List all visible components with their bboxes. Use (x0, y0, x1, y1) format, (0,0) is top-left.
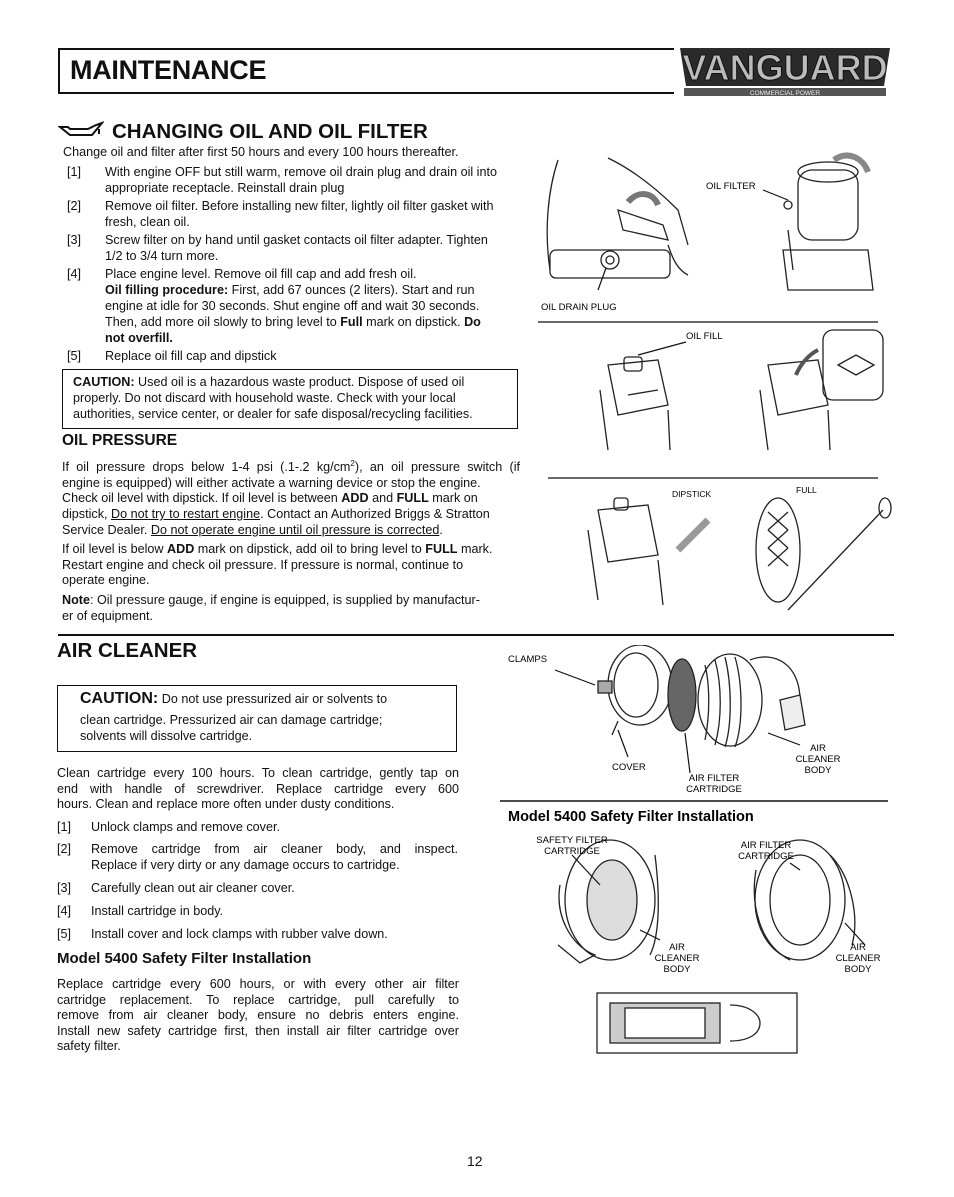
air-cleaner-body-label-3: AIR CLEANER BODY (835, 942, 881, 975)
oil-pressure-text: If oil pressure drops below 1-4 psi (.1-.2 $kg/cm^2$), an oil pressure switch (if engine is equipped) will either activate a warning device or stop the engine. Check oil level with dipstick. If oil level is between ADD and FULL mark on dipstick, Do not try to restart engine. Contact an Authorized Briggs & Stratton Service Dealer. Do not operate engine until oil pressure is corrected. If oil level is below ADD mark on dipstick, add oil to bring level to FULL mark. Restart engine and check oil pressure. If pressure is normal, continue to operate engine. Note: Oil pressure gauge, if engine is equipped, is supplied by manufactur- er of equipment. (62, 459, 520, 623)
air-cleaner-body-label-2: AIR CLEANER BODY (654, 942, 700, 975)
section-divider (58, 634, 894, 636)
oil-steps: [1] With engine OFF but still warm, remove oil drain plug and drain oil into appropriate receptacle. Reinstall drain plug [2] Remove oil filter. Before installing new filter, lightly oil filter gasket with fresh, clean oil. [3] Screw filter on by hand until gasket contacts oil filter adapter. Tighten 1/2 to 3/4 turn more. [4] Place engine level. Remove oil fill cap and add fresh oil. Oil filling procedure: First, add 67 ounces (2 liters). Start and run engine at idle for 30 seconds. Shut engine off and wait 30 seconds. Then, add more oil slowly to bring level to Full mark on dipstick. Do not overfill. [5] Replace oil fill cap and dipstick (67, 165, 497, 363)
page-title: MAINTENANCE (70, 55, 267, 85)
clamps-label: CLAMPS (508, 654, 548, 665)
oil-section-title: CHANGING OIL AND OIL FILTER (112, 120, 428, 143)
air-cleaner-figures (500, 645, 894, 1060)
oil-intro: Change oil and filter after first 50 hours and every 100 hours thereafter. (63, 145, 459, 159)
model-5400-text: Replace cartridge every 600 hours, or with every other air filter cartridge replacement. To replace cartridge, pull carefully to remove from air cleaner body, ensure no debris enters engine. Install new safety cartridge first, then install air filter cartridge over safety filter. (57, 977, 459, 1054)
full-label: FULL (796, 485, 817, 495)
svg-text:VANGUARD: VANGUARD (682, 47, 888, 88)
air-filter-cartridge-label-2: AIR FILTER CARTRIDGE (738, 840, 794, 862)
cover-label: COVER (612, 762, 646, 773)
oil-drain-plug-label: OIL DRAIN PLUG (541, 302, 617, 313)
svg-text:COMMERCIAL POWER: COMMERCIAL POWER (749, 90, 821, 97)
air-filter-cartridge-label: AIR FILTER CARTRIDGE (686, 773, 742, 795)
dipstick-label: DIPSTICK (672, 489, 712, 499)
model-5400-title: Model 5400 Safety Filter Installation (57, 950, 312, 967)
model-5400-figure-title: Model 5400 Safety Filter Installation (508, 809, 754, 825)
oil-filter-label: OIL FILTER (706, 181, 756, 192)
air-intro: Clean cartridge every 100 hours. To clean cartridge, gently tap on end with handle of screwdriver. Replace cartridge every 600 hours. Clean and replace more often under dusty conditions. (57, 766, 459, 812)
page-number: 12 (467, 1153, 483, 1169)
air-cleaner-title: AIR CLEANER (57, 639, 198, 662)
oil-pressure-title: OIL PRESSURE (62, 432, 178, 449)
vanguard-logo (676, 42, 894, 102)
oil-can-icon (58, 119, 104, 141)
air-cleaner-body-label: AIR CLEANER BODY (795, 743, 841, 776)
oil-figures (538, 150, 898, 620)
air-steps: [1] Unlock clamps and remove cover. [2] Remove cartridge from air cleaner body, and inspect. Replace if very dirty or any damage occurs to cartridge. [3] Carefully clean out air cleaner cover. [4] Install cartridge in body. [5] Install cover and lock clamps with rubber valve down. (57, 820, 458, 941)
air-caution-box: CAUTION: Do not use pressurized air or solvents to clean cartridge. Pressurized air can damage cartridge; solvents will dissolve cartridge. (57, 685, 457, 752)
oil-fill-label: OIL FILL (686, 331, 723, 342)
oil-caution-box: CAUTION: Used oil is a hazardous waste product. Dispose of used oil properly. Do not discard with household waste. Check with your local authorities, service center, or dealer for safe disposal/recycling facilities. (62, 369, 518, 429)
safety-filter-cartridge-label: SAFETY FILTER CARTRIDGE (536, 835, 608, 857)
